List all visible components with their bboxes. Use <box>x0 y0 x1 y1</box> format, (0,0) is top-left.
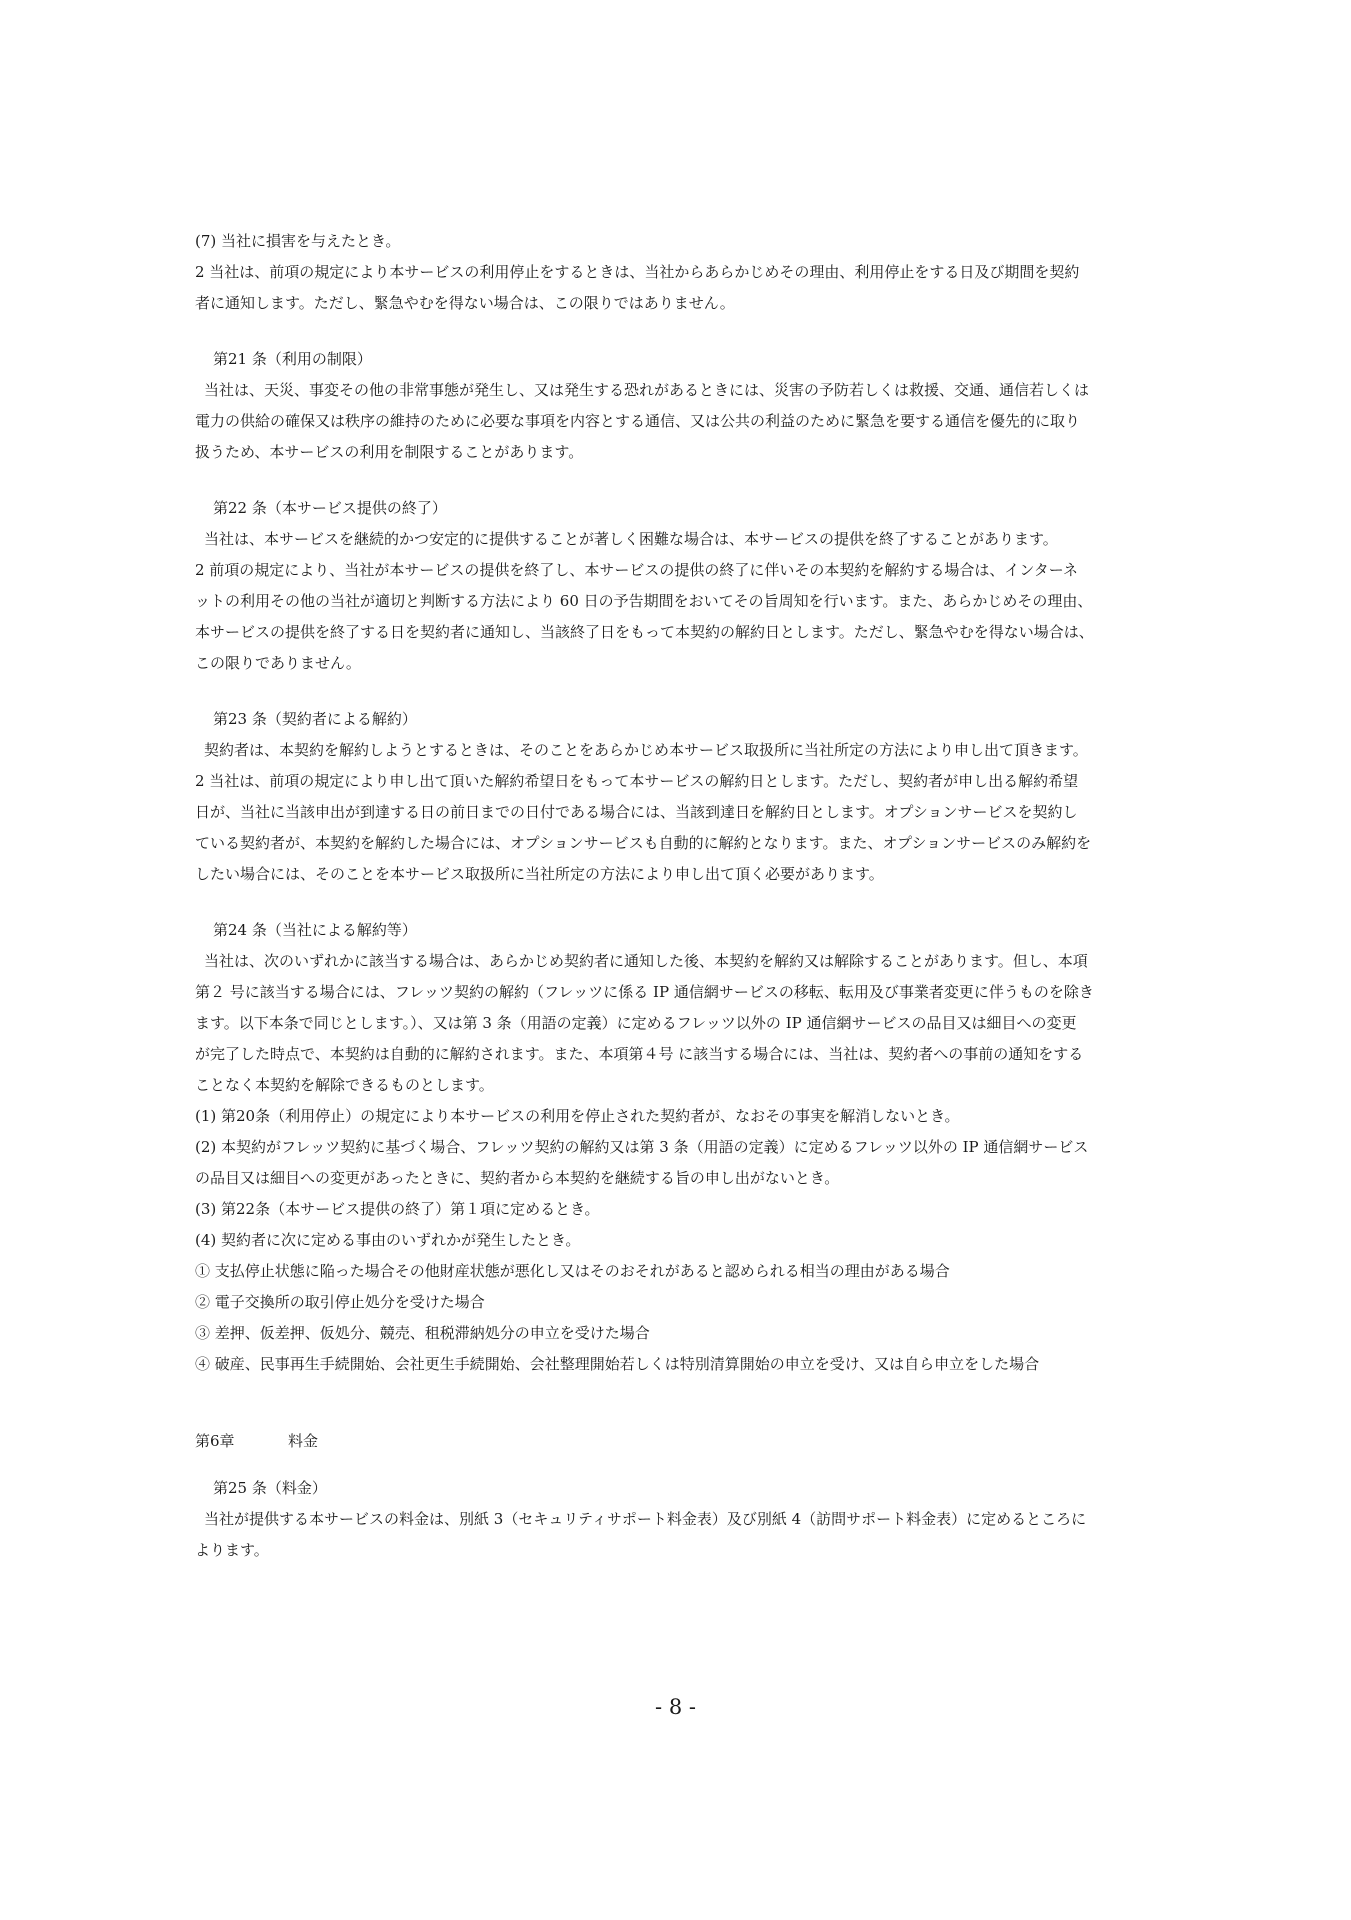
page-number: - 8 - <box>655 1695 696 1719</box>
list-item: (4) 契約者に次に定める事由のいずれかが発生したとき。 <box>195 1231 581 1249</box>
document-body <box>195 226 1165 1566</box>
chapter-heading <box>195 1426 1165 1457</box>
paragraph-line: 電力の供給の確保又は秩序の維持のために必要な事項を内容とする通信、又は公共の利益のために緊急を要する通信を優先的に取り <box>195 412 1081 430</box>
paragraph-line: ットの利用その他の当社が適切と判断する方法により 60 日の予告期間をおいてその旨周知を行います。また、あらかじめその理由、 <box>195 592 1093 610</box>
list-item: ③ 差押、仮差押、仮処分、競売、租税滞納処分の申立を受けた場合 <box>195 1324 650 1342</box>
paragraph-line: 日が、当社に当該申出が到達する日の前日までの日付である場合には、当該到達日を解約日とします。オプションサービスを契約し <box>195 803 1078 821</box>
paragraph-line: 当社は、次のいずれかに該当する場合は、あらかじめ契約者に通知した後、本契約を解約又は解除することがあります。但し、本項 <box>204 952 1088 970</box>
paragraph-line: 契約者は、本契約を解約しようとするときは、そのことをあらかじめ本サービス取扱所に当社所定の方法により申し出て頂きます。 <box>204 741 1088 759</box>
paragraph-line: ことなく本契約を解除できるものとします。 <box>195 1076 494 1094</box>
list-item: ① 支払停止状態に陥った場合その他財産状態が悪化し又はそのおそれがあると認められる相当の理由がある場合 <box>195 1262 950 1280</box>
paragraph-line: この限りでありません。 <box>195 654 361 672</box>
list-item: (2) 本契約がフレッツ契約に基づく場合、フレッツ契約の解約又は第 3 条（用語の定義）に定めるフレッツ以外の IP 通信網サービス <box>195 1138 1089 1156</box>
chapter-title: 料金 <box>288 1432 319 1450</box>
chapter-number: 第6章 <box>195 1432 235 1450</box>
paragraph-line: ます。以下本条で同じとします。）、又は第 3 条（用語の定義）に定めるフレッツ以外の IP 通信網サービスの品目又は細目への変更 <box>195 1014 1077 1032</box>
paragraph-line: 当社は、天災、事変その他の非常事態が発生し、又は発生する恐れがあるときには、災害の予防若しくは救援、交通、通信若しくは <box>204 381 1090 399</box>
paragraph-line: よります。 <box>195 1541 269 1559</box>
paragraph-line: が完了した時点で、本契約は自動的に解約されます。また、本項第４号 に該当する場合には、当社は、契約者への事前の通知をする <box>195 1045 1084 1063</box>
list-item: (1) 第20条（利用停止）の規定により本サービスの利用を停止された契約者が、なおその事実を解消しないとき。 <box>195 1107 960 1125</box>
paragraph-line: 本サービスの提供を終了する日を契約者に通知し、当該終了日をもって本契約の解約日とします。ただし、緊急やむを得ない場合は、 <box>195 623 1094 641</box>
article-heading: 第24 条（当社による解約等） <box>213 921 417 939</box>
list-item: (7) 当社に損害を与えたとき。 <box>195 232 401 250</box>
article-heading: 第25 条（料金） <box>213 1479 327 1497</box>
paragraph-line: 者に通知します。ただし、緊急やむを得ない場合は、この限りではありません。 <box>195 294 735 312</box>
paragraph-line: ている契約者が、本契約を解約した場合には、オプションサービスも自動的に解約となります。また、オプションサービスのみ解約を <box>195 834 1092 852</box>
paragraph-line: 2 当社は、前項の規定により本サービスの利用停止をするときは、当社からあらかじめその理由、利用停止をする日及び期間を契約 <box>195 263 1080 281</box>
paragraph-line: 扱うため、本サービスの利用を制限することがあります。 <box>195 443 584 461</box>
paragraph-line: 当社は、本サービスを継続的かつ安定的に提供することが著しく困難な場合は、本サービスの提供を終了することがあります。 <box>204 530 1058 548</box>
list-item: ② 電子交換所の取引停止処分を受けた場合 <box>195 1293 485 1311</box>
list-item: の品目又は細目への変更があったときに、契約者から本契約を継続する旨の申し出がないとき。 <box>195 1169 840 1187</box>
paragraph-line: 当社が提供する本サービスの料金は、別紙 3（セキュリティサポート料金表）及び別紙 4（訪問サポート料金表）に定めるところに <box>204 1510 1087 1528</box>
article-heading: 第21 条（利用の制限） <box>213 350 372 368</box>
list-item: ④ 破産、民事再生手続開始、会社更生手続開始、会社整理開始若しくは特別清算開始の申立を受け、又は自ら申立をした場合 <box>195 1355 1040 1373</box>
article-heading: 第22 条（本サービス提供の終了） <box>213 499 447 517</box>
paragraph-line: 第２ 号に該当する場合には、フレッツ契約の解約（フレッツに係る IP 通信網サービスの移転、転用及び事業者変更に伴うものを除き <box>195 983 1094 1001</box>
paragraph-line: したい場合には、そのことを本サービス取扱所に当社所定の方法により申し出て頂く必要があります。 <box>195 865 884 883</box>
list-item: (3) 第22条（本サービス提供の終了）第１項に定めるとき。 <box>195 1200 600 1218</box>
paragraph-line: 2 当社は、前項の規定により申し出て頂いた解約希望日をもって本サービスの解約日とします。ただし、契約者が申し出る解約希望 <box>195 772 1079 790</box>
paragraph-line: 2 前項の規定により、当社が本サービスの提供を終了し、本サービスの提供の終了に伴いその本契約を解約する場合は、インターネ <box>195 561 1078 579</box>
article-heading: 第23 条（契約者による解約） <box>213 710 417 728</box>
